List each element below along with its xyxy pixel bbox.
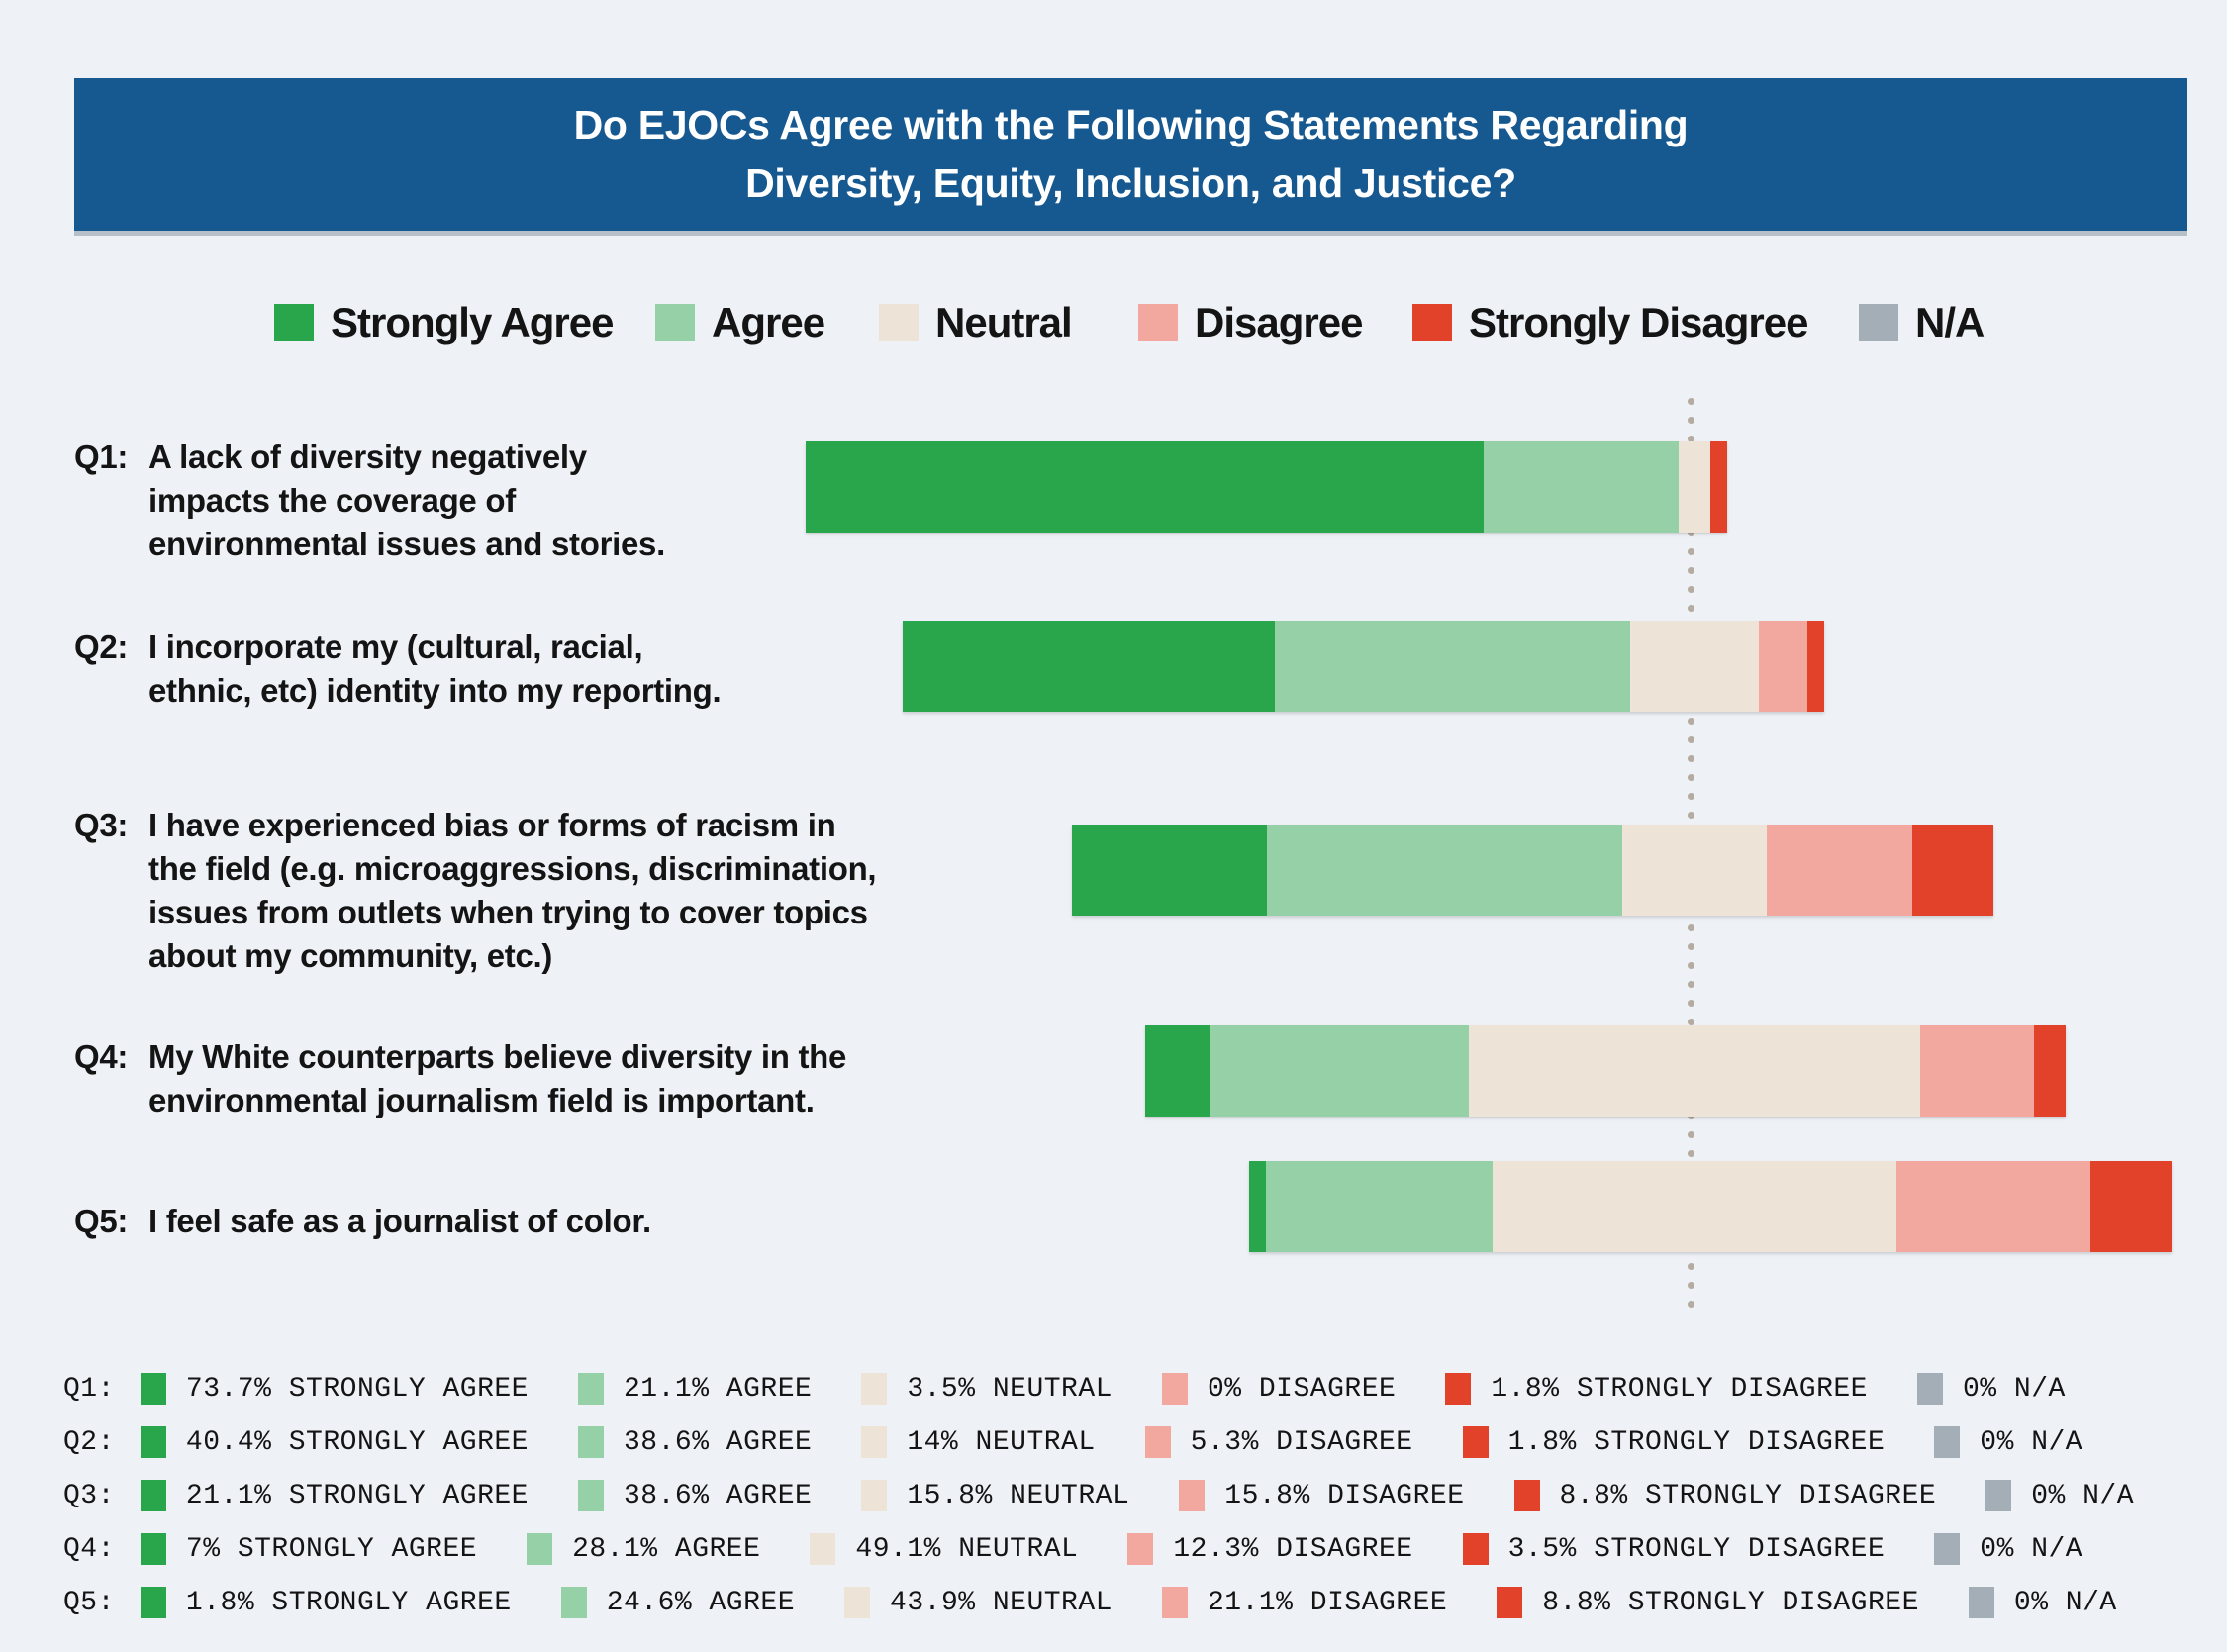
legend-item-disagree — [1138, 299, 1362, 346]
summary-text-na: 0% N/A — [1980, 1426, 2083, 1458]
summary-swatch-na — [1969, 1587, 1994, 1618]
summary-text-disagree: 15.8% DISAGREE — [1224, 1480, 1465, 1511]
legend-label-agree: Agree — [712, 299, 825, 345]
bar-segment-strongly_disagree-q2 — [1807, 621, 1824, 712]
summary-item-neutral — [844, 1587, 1113, 1618]
summary-item-strongly_agree — [141, 1587, 512, 1618]
bar-row-q2 — [903, 621, 1824, 712]
summary-item-agree — [561, 1587, 795, 1618]
summary-text-agree: 21.1% AGREE — [623, 1373, 813, 1405]
bar-row-q1 — [806, 441, 1727, 533]
legend-label-strongly_disagree: Strongly Disagree — [1469, 299, 1808, 345]
bar-segment-neutral-q3 — [1622, 825, 1768, 916]
summary-swatch-strongly_agree — [141, 1480, 166, 1511]
summary-swatch-neutral — [861, 1426, 887, 1458]
question-line: the field (e.g. microaggressions, discrimination, — [148, 850, 877, 887]
question-line: My White counterparts believe diversity in the — [148, 1038, 847, 1075]
question-lines-q3 — [148, 804, 876, 978]
question-text-q3 — [74, 804, 876, 978]
bar-segment-agree-q3 — [1267, 825, 1622, 916]
summary-swatch-strongly_agree — [141, 1373, 166, 1405]
summary-item-na — [1917, 1373, 2066, 1405]
summary-item-strongly_disagree — [1445, 1373, 1868, 1405]
summary-item-neutral — [861, 1373, 1113, 1405]
summary-swatch-strongly_disagree — [1497, 1587, 1522, 1618]
summary-item-disagree — [1127, 1533, 1412, 1565]
bar-segment-strongly_disagree-q1 — [1710, 441, 1727, 533]
bar-segment-strongly_agree-q2 — [903, 621, 1275, 712]
summary-text-neutral: 49.1% NEUTRAL — [855, 1533, 1079, 1565]
chart-title-line-1: Do EJOCs Agree with the Following Statements Regarding — [573, 102, 1689, 147]
summary-text-agree: 28.1% AGREE — [572, 1533, 761, 1565]
summary-swatch-agree — [578, 1426, 604, 1458]
legend-swatch-strongly_disagree — [1412, 304, 1452, 341]
legend-item-neutral — [879, 299, 1072, 346]
summary-item-na — [1969, 1587, 2117, 1618]
bar-row-q3 — [1072, 825, 1993, 916]
summary-row-q1 — [63, 1372, 2115, 1406]
summary-text-disagree: 12.3% DISAGREE — [1173, 1533, 1413, 1565]
legend-item-strongly_agree — [274, 299, 614, 346]
summary-item-na — [1934, 1426, 2082, 1458]
summary-text-neutral: 43.9% NEUTRAL — [890, 1587, 1113, 1618]
summary-row-q4 — [63, 1532, 2132, 1566]
question-text-q2 — [74, 626, 721, 713]
summary-swatch-agree — [578, 1373, 604, 1405]
summary-text-strongly_disagree: 1.8% STRONGLY DISAGREE — [1507, 1426, 1886, 1458]
summary-item-strongly_agree — [141, 1426, 529, 1458]
bar-segment-strongly_disagree-q3 — [1912, 825, 1993, 916]
question-text-q4 — [74, 1035, 846, 1122]
bar-segment-agree-q2 — [1275, 621, 1630, 712]
bar-segment-neutral-q1 — [1679, 441, 1711, 533]
legend-swatch-neutral — [879, 304, 919, 341]
question-line: I have experienced bias or forms of racism in — [148, 807, 836, 843]
bar-segment-disagree-q4 — [1920, 1025, 2033, 1117]
summary-item-na — [1934, 1533, 2082, 1565]
summary-row-q2 — [63, 1425, 2132, 1459]
summary-item-disagree — [1162, 1587, 1447, 1618]
bar-segment-strongly_agree-q1 — [806, 441, 1484, 533]
summary-item-strongly_disagree — [1497, 1587, 1919, 1618]
summary-item-strongly_agree — [141, 1533, 477, 1565]
summary-swatch-neutral — [861, 1480, 887, 1511]
question-label-q1: Q1: — [74, 438, 129, 475]
summary-text-strongly_agree: 21.1% STRONGLY AGREE — [185, 1480, 529, 1511]
bar-segment-strongly_agree-q3 — [1072, 825, 1266, 916]
legend-swatch-agree — [655, 304, 695, 341]
bar-segment-agree-q4 — [1210, 1025, 1468, 1117]
summary-text-strongly_agree: 1.8% STRONGLY AGREE — [185, 1587, 512, 1618]
question-lines-q4 — [148, 1035, 846, 1122]
summary-row-label-q2: Q2: — [63, 1426, 115, 1458]
bar-segment-agree-q1 — [1484, 441, 1678, 533]
legend-swatch-disagree — [1138, 304, 1178, 341]
summary-swatch-strongly_disagree — [1463, 1533, 1489, 1565]
summary-text-neutral: 3.5% NEUTRAL — [907, 1373, 1113, 1405]
summary-item-strongly_agree — [141, 1480, 529, 1511]
summary-text-neutral: 14% NEUTRAL — [907, 1426, 1096, 1458]
summary-row-q5 — [63, 1586, 2167, 1619]
bar-segment-neutral-q2 — [1630, 621, 1759, 712]
summary-item-agree — [527, 1533, 760, 1565]
legend-item-agree — [655, 299, 824, 346]
summary-item-strongly_agree — [141, 1373, 529, 1405]
summary-swatch-disagree — [1145, 1426, 1171, 1458]
summary-swatch-strongly_agree — [141, 1587, 166, 1618]
legend-label-neutral: Neutral — [935, 299, 1072, 345]
bar-segment-strongly_disagree-q5 — [2090, 1161, 2172, 1252]
question-line: impacts the coverage of — [148, 482, 516, 519]
summary-swatch-disagree — [1127, 1533, 1153, 1565]
question-lines-q2 — [148, 626, 721, 713]
summary-swatch-strongly_disagree — [1514, 1480, 1540, 1511]
summary-swatch-neutral — [861, 1373, 887, 1405]
summary-row-q3 — [63, 1479, 2183, 1512]
summary-item-disagree — [1179, 1480, 1464, 1511]
legend-label-disagree: Disagree — [1195, 299, 1363, 345]
summary-item-neutral — [861, 1426, 1095, 1458]
bar-row-q4 — [1145, 1025, 2066, 1117]
summary-item-neutral — [810, 1533, 1078, 1565]
summary-swatch-na — [1985, 1480, 2011, 1511]
summary-item-agree — [578, 1480, 812, 1511]
question-label-q5: Q5: — [74, 1203, 129, 1239]
summary-text-strongly_disagree: 8.8% STRONGLY DISAGREE — [1559, 1480, 1937, 1511]
summary-item-strongly_disagree — [1463, 1426, 1886, 1458]
bar-segment-strongly_agree-q4 — [1145, 1025, 1210, 1117]
question-label-q4: Q4: — [74, 1038, 129, 1075]
summary-item-na — [1985, 1480, 2134, 1511]
summary-swatch-strongly_agree — [141, 1426, 166, 1458]
bar-segment-disagree-q3 — [1767, 825, 1912, 916]
summary-swatch-agree — [561, 1587, 587, 1618]
summary-row-label-q3: Q3: — [63, 1480, 115, 1511]
question-line: A lack of diversity negatively — [148, 438, 587, 475]
summary-text-strongly_agree: 73.7% STRONGLY AGREE — [185, 1373, 529, 1405]
summary-swatch-na — [1917, 1373, 1943, 1405]
question-label-q3: Q3: — [74, 807, 129, 843]
summary-text-disagree: 0% DISAGREE — [1207, 1373, 1397, 1405]
question-lines-q1 — [148, 436, 665, 566]
chart-title-bar — [74, 78, 2187, 231]
legend-item-na — [1859, 299, 1984, 346]
question-line: I feel safe as a journalist of color. — [148, 1203, 651, 1239]
legend-label-strongly_agree: Strongly Agree — [331, 299, 614, 345]
bar-row-q5 — [1249, 1161, 2172, 1252]
question-line: ethnic, etc) identity into my reporting. — [148, 672, 722, 709]
question-line: environmental issues and stories. — [148, 526, 665, 562]
summary-text-agree: 38.6% AGREE — [623, 1426, 813, 1458]
legend-item-strongly_disagree — [1412, 299, 1807, 346]
summary-swatch-neutral — [844, 1587, 870, 1618]
question-line: I incorporate my (cultural, racial, — [148, 629, 643, 665]
bar-segment-neutral-q4 — [1469, 1025, 1921, 1117]
summary-text-strongly_disagree: 3.5% STRONGLY DISAGREE — [1507, 1533, 1886, 1565]
summary-row-label-q4: Q4: — [63, 1533, 115, 1565]
question-lines-q5 — [148, 1200, 651, 1243]
chart-title-line-2: Diversity, Equity, Inclusion, and Justice? — [745, 160, 1516, 206]
summary-text-na: 0% N/A — [2013, 1587, 2117, 1618]
summary-text-neutral: 15.8% NEUTRAL — [907, 1480, 1130, 1511]
summary-swatch-na — [1934, 1533, 1960, 1565]
bar-segment-strongly_disagree-q4 — [2034, 1025, 2067, 1117]
legend-swatch-strongly_agree — [274, 304, 314, 341]
summary-item-neutral — [861, 1480, 1129, 1511]
summary-swatch-strongly_disagree — [1445, 1373, 1471, 1405]
summary-text-strongly_agree: 40.4% STRONGLY AGREE — [185, 1426, 529, 1458]
summary-text-na: 0% N/A — [1962, 1373, 2066, 1405]
summary-text-disagree: 21.1% DISAGREE — [1207, 1587, 1448, 1618]
question-text-q5 — [74, 1200, 651, 1243]
summary-swatch-agree — [527, 1533, 552, 1565]
summary-text-na: 0% N/A — [1980, 1533, 2083, 1565]
summary-text-na: 0% N/A — [2031, 1480, 2135, 1511]
summary-text-strongly_disagree: 8.8% STRONGLY DISAGREE — [1542, 1587, 1919, 1618]
summary-swatch-na — [1934, 1426, 1960, 1458]
summary-item-strongly_disagree — [1514, 1480, 1937, 1511]
summary-text-strongly_agree: 7% STRONGLY AGREE — [185, 1533, 478, 1565]
question-text-q1 — [74, 436, 665, 566]
summary-item-strongly_disagree — [1463, 1533, 1886, 1565]
summary-row-label-q5: Q5: — [63, 1587, 115, 1618]
question-label-q2: Q2: — [74, 629, 129, 665]
summary-item-agree — [578, 1426, 812, 1458]
summary-item-agree — [578, 1373, 812, 1405]
summary-swatch-disagree — [1162, 1373, 1188, 1405]
bar-segment-disagree-q5 — [1896, 1161, 2090, 1252]
summary-text-agree: 24.6% AGREE — [606, 1587, 796, 1618]
summary-swatch-strongly_disagree — [1463, 1426, 1489, 1458]
summary-text-strongly_disagree: 1.8% STRONGLY DISAGREE — [1491, 1373, 1868, 1405]
summary-text-disagree: 5.3% DISAGREE — [1190, 1426, 1413, 1458]
summary-swatch-strongly_agree — [141, 1533, 166, 1565]
summary-text-agree: 38.6% AGREE — [623, 1480, 813, 1511]
question-line: about my community, etc.) — [148, 937, 553, 974]
summary-item-disagree — [1162, 1373, 1396, 1405]
bar-segment-disagree-q2 — [1759, 621, 1807, 712]
summary-item-disagree — [1145, 1426, 1413, 1458]
legend-label-na: N/A — [1915, 299, 1985, 345]
summary-swatch-disagree — [1179, 1480, 1205, 1511]
question-line: issues from outlets when trying to cover topics — [148, 894, 868, 930]
summary-swatch-agree — [578, 1480, 604, 1511]
bar-segment-agree-q5 — [1266, 1161, 1493, 1252]
question-line: environmental journalism field is important. — [148, 1082, 815, 1118]
summary-swatch-neutral — [810, 1533, 835, 1565]
bar-segment-neutral-q5 — [1493, 1161, 1896, 1252]
legend-swatch-na — [1859, 304, 1898, 341]
summary-row-label-q1: Q1: — [63, 1373, 115, 1405]
summary-swatch-disagree — [1162, 1587, 1188, 1618]
bar-segment-strongly_agree-q5 — [1249, 1161, 1266, 1252]
